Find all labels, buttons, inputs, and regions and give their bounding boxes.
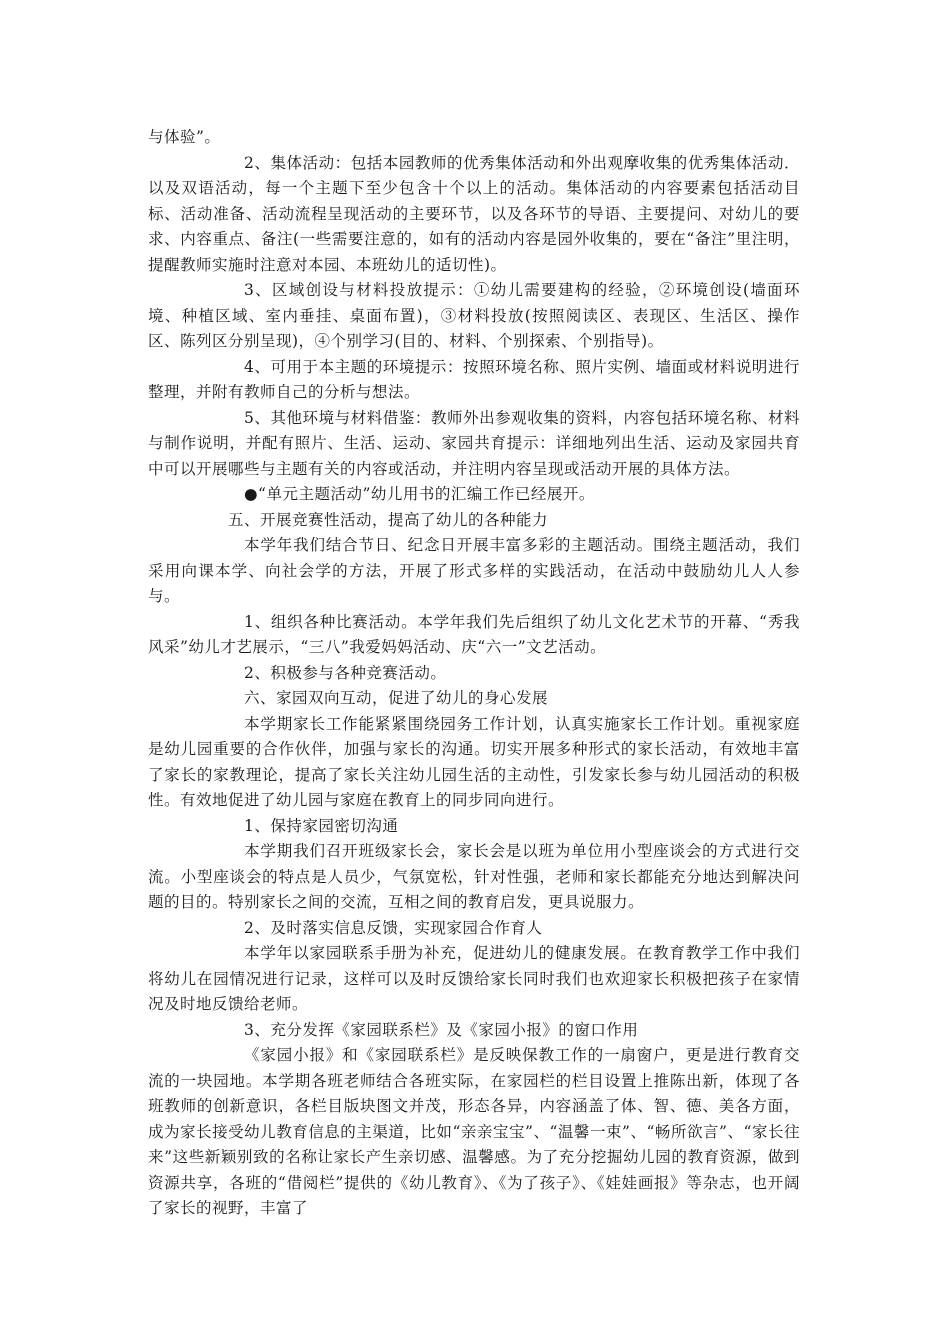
subheading-feedback: 2、及时落实信息反馈，实现家园合作育人 <box>244 918 543 937</box>
paragraph-theme-activities: 本学年我们结合节日、纪念日开展丰富多彩的主题活动。围绕主题活动，我们采用向课本学、向社会学的方法，开展了形式多样的实践活动，在活动中鼓励幼儿人人参与。 <box>148 536 800 605</box>
paragraph-parent-work: 本学期家长工作能紧紧围绕园务工作计划，认真实施家长工作计划。重视家庭是幼儿园重要的合作伙伴，加强与家长的沟通。切实开展多种形式的家长活动，有效地丰富了家长的家教理论，提高了家长关注幼儿园生活的主动性，引发家长参与幼儿园活动的积极性。有效地促进了幼儿园与家庭在教育上的同步同向进行。 <box>148 714 800 809</box>
paragraph-bullet-unit-theme: ●“单元主题活动”幼儿用书的汇编工作已经展开。 <box>244 485 595 503</box>
subheading-communication: 1、保持家园密切沟通 <box>244 816 399 835</box>
paragraph-competitions: 1、组织各种比赛活动。本学年我们先后组织了幼儿文化艺术节的开幕、“秀我风采”幼儿才艺展示，“三八”我爱妈妈活动、庆“六一”文艺活动。 <box>148 612 800 656</box>
paragraph-continuation: 与体验”。 <box>148 128 221 146</box>
section-heading-six: 六、家园双向互动，促进了幼儿的身心发展 <box>244 689 549 707</box>
paragraph-newsletter: 《家园小报》和《家园联系栏》是反映保教工作的一扇窗户，更是进行教育交流的一块园地。本学期各班老师结合各班实际，在家园栏的栏目设置上推陈出新，体现了各班教师的创新意识，各栏目版块图文并茂，形态各异，内容涵盖了体、智、德、美各方面，成为家长接受幼儿教育信息的主渠道，比如“亲亲宝宝”、“温馨一束”、“畅所欲言”、“家长往来”这些新颖别致的名称让家长产生亲切感、温馨感。为了充分挖掘幼儿园的教育资源，做到资源共享，各班的“借阅栏”提供的《幼儿教育》、《为了孩子》、《娃娃画报》等杂志，也开阔了家长的视野，丰富了 <box>148 1046 800 1217</box>
paragraph-area-creation: 3、区域创设与材料投放提示：①幼儿需要建构的经验，②环境创设(墙面环境、种植区域、室内垂挂、桌面布置)，③材料投放(按照阅读区、表现区、生活区、操作区、陈列区分别呈现)，④个别学习(目的、材料、个别探索、个别指导)。 <box>148 281 800 350</box>
subheading-window-role: 3、充分发挥《家园联系栏》及《家园小报》的窗口作用 <box>244 1020 639 1039</box>
paragraph-environment-tips: 4、可用于本主题的环境提示：按照环境名称、照片实例、墙面或材料说明进行整理，并附有教师自己的分析与想法。 <box>148 357 800 401</box>
paragraph-other-materials: 5、其他环境与材料借鉴：教师外出参观收集的资料，内容包括环境名称、材料与制作说明，并配有照片、生活、运动、家园共育提示：详细地列出生活、运动及家园共育中可以开展哪些与主题有关的内容或活动，并注明内容呈现或活动开展的具体方法。 <box>148 408 800 478</box>
paragraph-contact-handbook: 本学年以家园联系手册为补充，促进幼儿的健康发展。在教育教学工作中我们将幼儿在园情况进行记录，这样可以及时反馈给家长同时我们也欢迎家长积极把孩子在家情况及时地反馈给老师。 <box>148 944 800 1013</box>
paragraph-parent-meeting: 本学期我们召开班级家长会，家长会是以班为单位用小型座谈会的方式进行交流。小型座谈会的特点是人员少，气氛宽松，针对性强，老师和家长都能充分地达到解决问题的目的。特别家长之间的交流，互相之间的教育启发，更具说服力。 <box>148 842 800 911</box>
section-heading-five: 五、开展竞赛性活动，提高了幼儿的各种能力 <box>228 510 549 529</box>
paragraph-collective-activities: 2、集体活动：包括本园教师的优秀集体活动和外出观摩收集的优秀集体活动．以及双语活动，每一个主题下至少包含十个以上的活动。集体活动的内容要素包括活动目标、活动准备、活动流程呈现活动的主要环节，以及各环节的导语、主要提问、对幼儿的要求、内容重点、备注(一些需要注意的，如有的活动内容是园外收集的，要在“备注”里注明，提醒教师实施时注意对本园、本班幼儿的适切性)。 <box>148 153 800 274</box>
paragraph-participate: 2、积极参与各种竞赛活动。 <box>244 663 447 682</box>
